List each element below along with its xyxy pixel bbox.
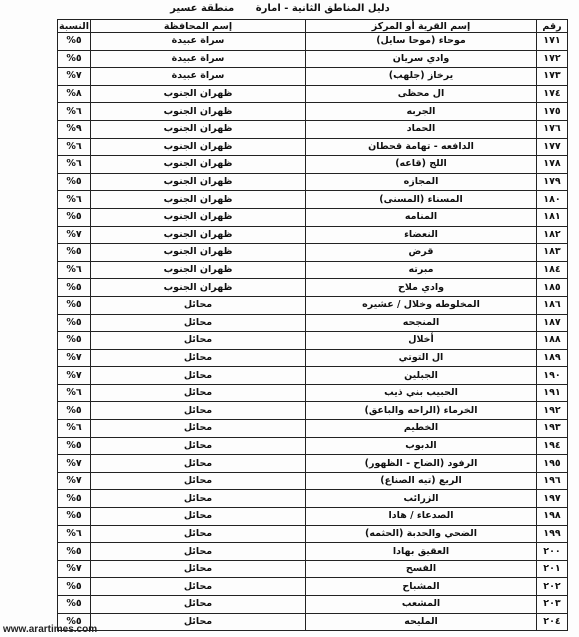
- village-name: المجازه: [306, 173, 537, 191]
- row-number: ١٨٠: [537, 191, 568, 209]
- governorate-name: ظهران الجنوب: [91, 244, 306, 262]
- governorate-name: محائل: [91, 349, 306, 367]
- percentage: ٥%: [58, 332, 91, 350]
- header-num: رقم: [537, 20, 568, 33]
- percentage: ٥%: [58, 208, 91, 226]
- village-name: الفسح: [306, 560, 537, 578]
- village-name: موحاء (موحا سايل): [306, 33, 537, 51]
- table-row: [58, 349, 568, 367]
- governorate-name: محائل: [91, 596, 306, 614]
- row-number: ١٩٨: [537, 508, 568, 526]
- header-percent: النسبة: [58, 20, 89, 32]
- village-name: المليحه: [306, 613, 537, 631]
- village-name: ال محظى: [306, 85, 537, 103]
- governorate-name: محائل: [91, 508, 306, 526]
- table-row: [58, 437, 568, 455]
- table-row: [58, 156, 568, 174]
- percentage: ٧%: [58, 367, 91, 385]
- row-number: ١٨٧: [537, 314, 568, 332]
- village-name: الجبلين: [306, 367, 537, 385]
- row-number: ١٨٤: [537, 261, 568, 279]
- row-number: ١٧٥: [537, 103, 568, 121]
- village-name: المشباح: [306, 578, 537, 596]
- row-number: ١٨٣: [537, 244, 568, 262]
- governorate-name: محائل: [91, 525, 306, 543]
- row-number: ١٧٨: [537, 156, 568, 174]
- village-name: قرض: [306, 244, 537, 262]
- percentage: ٧%: [58, 455, 91, 473]
- table-header-row: [58, 20, 568, 33]
- governorate-name: محائل: [91, 332, 306, 350]
- page-header: [60, 3, 500, 17]
- row-number: ١٨٥: [537, 279, 568, 297]
- row-number: ٢٠٤: [537, 613, 568, 631]
- governorate-name: ظهران الجنوب: [91, 261, 306, 279]
- table-row: [58, 332, 568, 350]
- percentage: ٥%: [58, 244, 91, 262]
- row-number: ١٩٢: [537, 402, 568, 420]
- governorate-name: محائل: [91, 384, 306, 402]
- governorate-name: محائل: [91, 314, 306, 332]
- percentage: ٧%: [58, 472, 91, 490]
- governorate-name: محائل: [91, 543, 306, 561]
- percentage: ٦%: [58, 525, 91, 543]
- table-row: [58, 596, 568, 614]
- village-name: الريع (تيه الصناع): [306, 472, 537, 490]
- row-number: ٢٠١: [537, 560, 568, 578]
- table-row: [58, 420, 568, 438]
- village-name: ال التوتي: [306, 349, 537, 367]
- percentage: ٥%: [58, 578, 91, 596]
- table-row: [58, 296, 568, 314]
- row-number: ١٧٦: [537, 120, 568, 138]
- governorate-name: محائل: [91, 578, 306, 596]
- percentage: ٦%: [58, 103, 91, 121]
- row-number: ١٩٠: [537, 367, 568, 385]
- village-name: الخطيم: [306, 420, 537, 438]
- row-number: ٢٠٣: [537, 596, 568, 614]
- row-number: ١٧٩: [537, 173, 568, 191]
- village-name: المشعب: [306, 596, 537, 614]
- row-number: ١٩١: [537, 384, 568, 402]
- village-name: الضحي والحدبة (الحثمه): [306, 525, 537, 543]
- table-row: [58, 120, 568, 138]
- percentage: ٥%: [58, 596, 91, 614]
- table-row: [58, 50, 568, 68]
- table-row: [58, 85, 568, 103]
- table-row: [58, 173, 568, 191]
- village-name: الحبيب بني ذيب: [306, 384, 537, 402]
- village-name: المنامه: [306, 208, 537, 226]
- governorate-name: ظهران الجنوب: [91, 120, 306, 138]
- governorate-name: ظهران الجنوب: [91, 138, 306, 156]
- village-name: مبرته: [306, 261, 537, 279]
- row-number: ١٩٧: [537, 490, 568, 508]
- village-name: المخلوطه وخلال / عشيره: [306, 296, 537, 314]
- guide-title: دليل المناطق الثانية - امارة: [255, 3, 390, 14]
- percentage: ٥%: [58, 50, 91, 68]
- header-name: إسم القرية أو المركز: [306, 20, 537, 33]
- table-row: [58, 490, 568, 508]
- table-row: [58, 402, 568, 420]
- village-name: الدبوب: [306, 437, 537, 455]
- governorate-name: محائل: [91, 437, 306, 455]
- watermark-url: www.arartimes.com: [3, 624, 98, 635]
- percentage: ٦%: [58, 261, 91, 279]
- governorate-name: محائل: [91, 296, 306, 314]
- row-number: ١٩٤: [537, 437, 568, 455]
- governorate-name: محائل: [91, 490, 306, 508]
- table-row: [58, 226, 568, 244]
- village-name: الخرماء (الراحه والباعق): [306, 402, 537, 420]
- table-row: [58, 261, 568, 279]
- governorate-name: سراة عبيدة: [91, 68, 306, 86]
- governorate-name: ظهران الجنوب: [91, 103, 306, 121]
- percentage: ٦%: [58, 384, 91, 402]
- governorate-name: محائل: [91, 560, 306, 578]
- villages-table: [57, 19, 568, 631]
- row-number: ١٧٣: [537, 68, 568, 86]
- percentage: ٨%: [58, 85, 91, 103]
- region-title: منطقة عسير: [170, 3, 235, 14]
- village-name: وادي سريان: [306, 50, 537, 68]
- percentage: ٥%: [58, 437, 91, 455]
- table-row: [58, 103, 568, 121]
- village-name: الحماد: [306, 120, 537, 138]
- row-number: ١٨٢: [537, 226, 568, 244]
- village-name: وادي ملاح: [306, 279, 537, 297]
- village-name: الرفود (الضاح - الظهور): [306, 455, 537, 473]
- row-number: ١٧٤: [537, 85, 568, 103]
- row-number: ١٨٦: [537, 296, 568, 314]
- governorate-name: محائل: [91, 367, 306, 385]
- table-row: [58, 138, 568, 156]
- row-number: ١٨٨: [537, 332, 568, 350]
- table-row: [58, 455, 568, 473]
- header-governorate: إسم المحافظة: [91, 20, 306, 33]
- governorate-name: ظهران الجنوب: [91, 279, 306, 297]
- table-row: [58, 68, 568, 86]
- governorate-name: محائل: [91, 472, 306, 490]
- row-number: ١٨١: [537, 208, 568, 226]
- table-row: [58, 560, 568, 578]
- village-name: أخلال: [306, 332, 537, 350]
- village-name: الدافعه - تهامة قحطان: [306, 138, 537, 156]
- percentage: ٥%: [58, 508, 91, 526]
- percentage: ٧%: [58, 68, 91, 86]
- village-name: النعضاء: [306, 226, 537, 244]
- village-name: الزرائب: [306, 490, 537, 508]
- table-row: [58, 508, 568, 526]
- table-row: [58, 244, 568, 262]
- percentage: ٥%: [58, 613, 91, 631]
- governorate-name: ظهران الجنوب: [91, 226, 306, 244]
- row-number: ١٧٧: [537, 138, 568, 156]
- percentage: ٧%: [58, 226, 91, 244]
- village-name: العقيق بهادا: [306, 543, 537, 561]
- governorate-name: ظهران الجنوب: [91, 173, 306, 191]
- row-number: ١٧١: [537, 33, 568, 51]
- row-number: ١٨٩: [537, 349, 568, 367]
- table-row: [58, 525, 568, 543]
- row-number: ١٩٣: [537, 420, 568, 438]
- row-number: ٢٠٠: [537, 543, 568, 561]
- percentage: ٥%: [58, 296, 91, 314]
- village-name: المسناء (المسنى): [306, 191, 537, 209]
- percentage: ٥%: [58, 173, 91, 191]
- percentage: ٥%: [58, 543, 91, 561]
- governorate-name: محائل: [91, 420, 306, 438]
- governorate-name: محائل: [91, 613, 306, 631]
- row-number: ٢٠٢: [537, 578, 568, 596]
- percentage: ٦%: [58, 420, 91, 438]
- table-row: [58, 384, 568, 402]
- table-row: [58, 472, 568, 490]
- table-row: [58, 279, 568, 297]
- table-row: [58, 367, 568, 385]
- table-row: [58, 613, 568, 631]
- row-number: ١٩٩: [537, 525, 568, 543]
- governorate-name: ظهران الجنوب: [91, 208, 306, 226]
- governorate-name: سراة عبيدة: [91, 50, 306, 68]
- table-row: [58, 33, 568, 51]
- governorate-name: محائل: [91, 402, 306, 420]
- governorate-name: ظهران الجنوب: [91, 85, 306, 103]
- percentage: ٥%: [58, 490, 91, 508]
- governorate-name: سراة عبيدة: [91, 33, 306, 51]
- row-number: ١٧٢: [537, 50, 568, 68]
- percentage: ٦%: [58, 156, 91, 174]
- village-name: الصدعاء / هادا: [306, 508, 537, 526]
- percentage: ٦%: [58, 138, 91, 156]
- row-number: ١٩٦: [537, 472, 568, 490]
- table-row: [58, 578, 568, 596]
- table-row: [58, 208, 568, 226]
- percentage: ٦%: [58, 191, 91, 209]
- percentage: ٥%: [58, 402, 91, 420]
- table-row: [58, 543, 568, 561]
- percentage: ٧%: [58, 349, 91, 367]
- village-name: يرخاز (جلهب): [306, 68, 537, 86]
- village-name: اللج (قاعه): [306, 156, 537, 174]
- row-number: ١٩٥: [537, 455, 568, 473]
- percentage: ٥%: [58, 279, 91, 297]
- governorate-name: ظهران الجنوب: [91, 191, 306, 209]
- percentage: ٧%: [58, 560, 91, 578]
- governorate-name: ظهران الجنوب: [91, 156, 306, 174]
- village-name: الجربه: [306, 103, 537, 121]
- table-row: [58, 191, 568, 209]
- governorate-name: محائل: [91, 455, 306, 473]
- table-row: [58, 314, 568, 332]
- village-name: المنجحه: [306, 314, 537, 332]
- percentage: ٥%: [58, 33, 91, 51]
- percentage: ٥%: [58, 314, 91, 332]
- percentage: ٩%: [58, 120, 91, 138]
